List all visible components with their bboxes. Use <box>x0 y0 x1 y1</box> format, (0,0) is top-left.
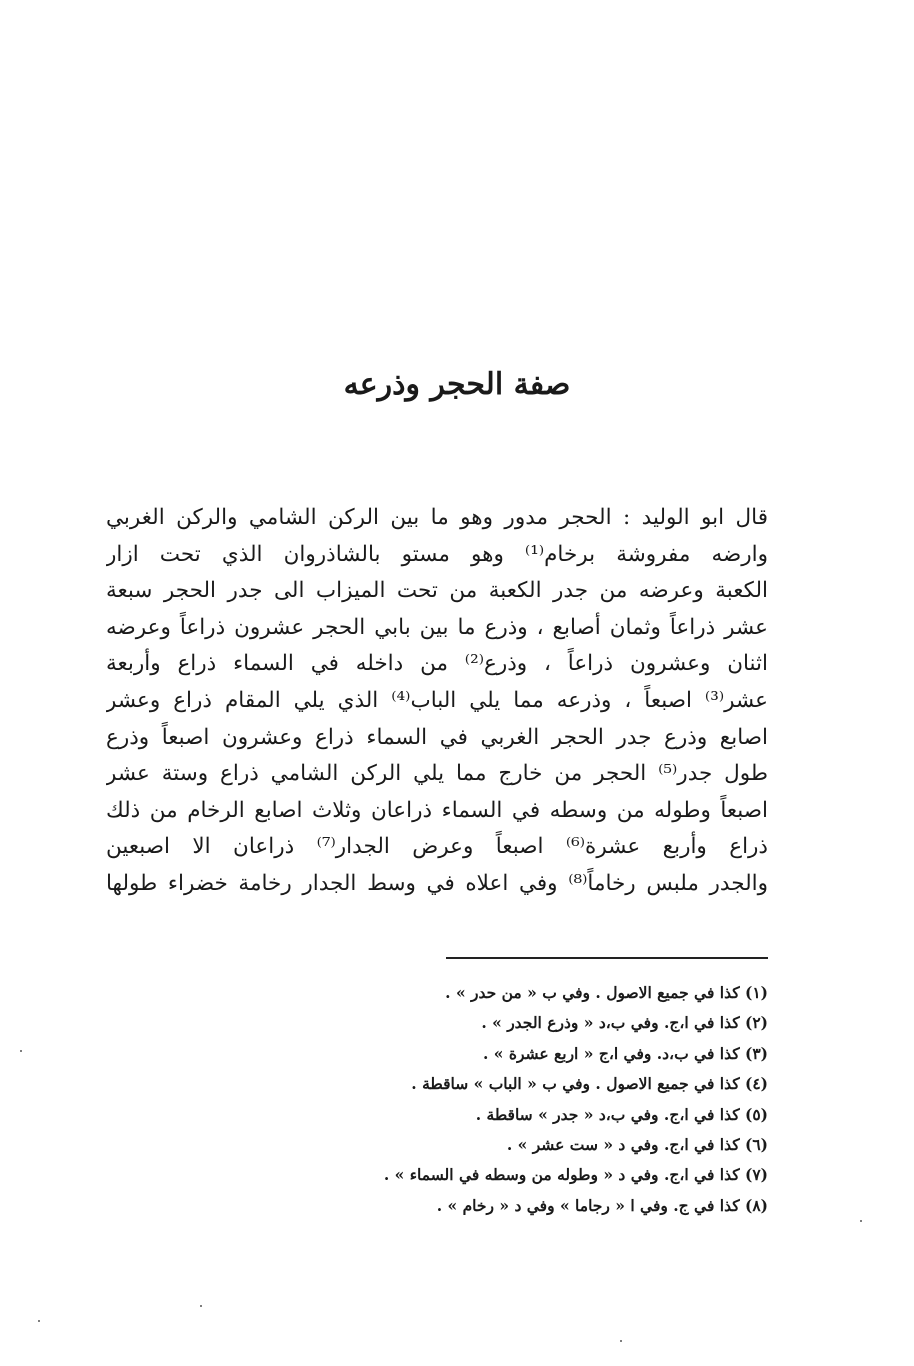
footnote: (٨) كذا في ج. وفي ا « رجاما » وفي د « رخام » . <box>436 1195 768 1215</box>
text-line: ذراع وأربع عشرة⁽⁶⁾ اصبعاً وعرض الجدار⁽⁷⁾ ذراعان الا اصبعين <box>106 834 768 860</box>
footnote: (١) كذا في جميع الاصول . وفي ب « من حدر » . <box>445 983 768 1002</box>
text-line: اصابع وذرع جدر الحجر الغربي في السماء ذراع وعشرون اصبعاً وذرع <box>106 724 768 750</box>
footnote: (٣) كذا في ب،د. وفي ا،ج « اربع عشرة » . <box>482 1043 768 1063</box>
text-line: اصبعاً وطوله من وسطه في السماء ذراعان وثلاث اصابع الرخام من ذلك <box>106 797 768 823</box>
text-line: اثنان وعشرون ذراعاً ، وذرع⁽²⁾ من داخله في السماء ذراع وأربعة <box>106 651 768 677</box>
footnote: (٥) كذا في ا،ج. وفي ب،د « جدر » ساقطة . <box>475 1104 768 1124</box>
scan-speck <box>620 1340 622 1342</box>
text-line: والجدر ملبس رخاماً⁽⁸⁾ وفي اعلاه في وسط الجدار رخامة خضراء طولها <box>106 870 768 896</box>
text-line: وارضه مفروشة برخام⁽¹⁾ وهو مستو بالشاذروان الذي تحت ازار <box>106 541 768 567</box>
main-text <box>106 500 768 903</box>
footnote: (٦) كذا في ا،ج. وفي د « ست عشر » . <box>506 1134 768 1154</box>
text-line: طول جدر⁽⁵⁾ الحجر من خارج مما يلي الركن الشامي ذراع وستة عشر <box>106 761 768 787</box>
text-line: عشر ذراعاً وثمان أصابع ، وذرع ما بين بابي الحجر عشرون ذراعاً وعرضه <box>106 614 768 640</box>
chapter-title: صفة الحجر وذرعه <box>343 367 571 402</box>
scan-speck <box>38 1320 40 1322</box>
scan-speck <box>860 1220 862 1222</box>
footnote: (٢) كذا في ا،ج. وفي ب،د « وذرع الجدر » . <box>481 1013 768 1033</box>
footnote: (٤) كذا في جميع الاصول . وفي ب « الباب » ساقطة . <box>411 1074 768 1094</box>
text-line: الكعبة وعرضه من جدر الكعبة من تحت الميزاب الى جدر الحجر سبعة <box>106 578 768 604</box>
text-line: عشر⁽³⁾ اصبعاً ، وذرعه مما يلي الباب⁽⁴⁾ الذي يلي المقام ذراع وعشر <box>106 687 768 713</box>
footnote: (٧) كذا في ا،ج. وفي د « وطوله من وسطه في السماء » . <box>383 1165 768 1185</box>
scan-speck <box>20 1050 22 1052</box>
text-line: قال ابو الوليد : الحجر مدور وهو ما بين الركن الشامي والركن الغربي <box>106 505 768 530</box>
footnotes <box>308 978 768 1221</box>
footnote-separator <box>446 957 768 959</box>
scan-speck <box>200 1305 202 1307</box>
